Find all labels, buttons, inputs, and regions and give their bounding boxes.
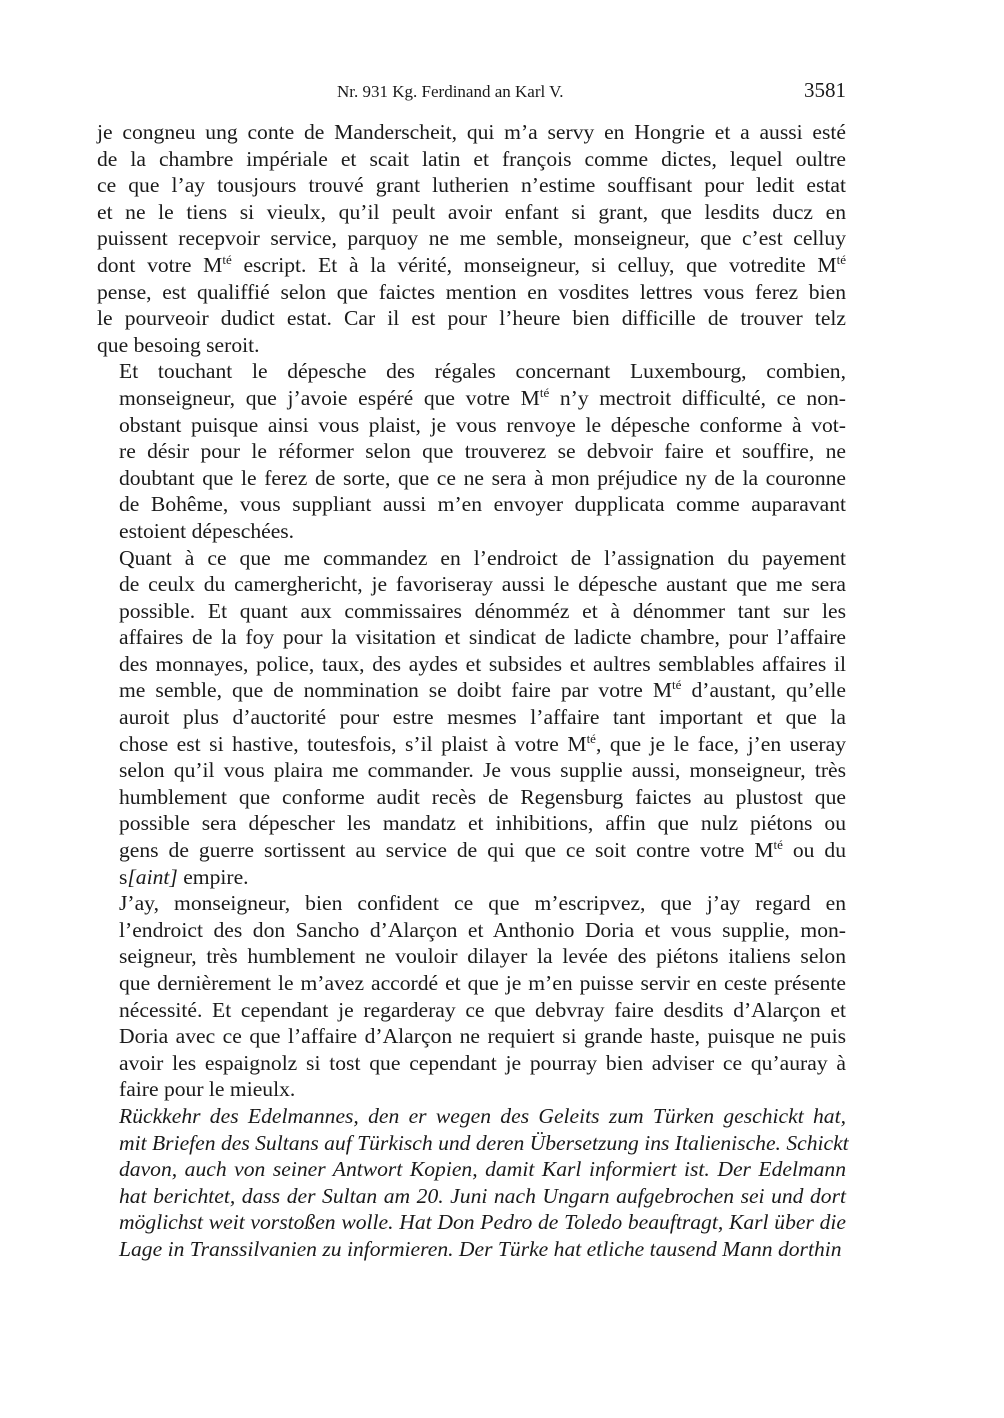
running-header (97, 78, 846, 108)
page-number: 3581 (804, 78, 846, 102)
text-line: Rückkehr des Edelmannes, den er wegen des Geleits zum Türken geschickt hat, (119, 1103, 846, 1128)
letter-paragraph (97, 545, 846, 891)
text-line: s[aint] empire. (119, 864, 249, 889)
text-line: que besoing seroit. (97, 332, 260, 357)
text-line: davon, auch von seiner Antwort Kopien, damit Karl informiert ist. Der Edelmann (119, 1157, 846, 1182)
text-line: faire pour le mieulx. (119, 1077, 296, 1102)
text-line: me semble, que de nommination se doibt faire par votre $M^{té}$ d’austant, qu’elle (119, 677, 846, 703)
text-line: selon qu’il vous plaira me commander. Je vous supplie aussi, monseigneur, très (119, 758, 846, 783)
text-line: J’ay, monseigneur, bien confident ce que m’escripvez, que j’ay regard en (119, 891, 846, 916)
text-line: hat berichtet, dass der Sultan am 20. Juni nach Ungarn aufgebrochen sei und dort (119, 1183, 846, 1208)
text-line: possible. Et quant aux commissaires dénomméz et à dénommer tant sur les (119, 598, 846, 623)
majesty-abbreviation-superscript: té (539, 384, 550, 400)
text-line: chose est si hastive, toutesfois, s’il plaist à votre $M^{té}$, que je le face, j’en useray (119, 730, 846, 756)
text-line: affaires de la foy pour la visitation et sindicat de ladicte chambre, pour l’affaire (119, 625, 846, 650)
majesty-abbreviation-superscript: té (836, 251, 846, 267)
text-line: de ceulx du camerghericht, je favoriseray aussi le dépesche austant que me sera (119, 572, 846, 597)
text-line: auroit plus d’auctorité pour estre mesmes l’affaire tant important et que la (119, 705, 846, 730)
text-line: et ne le tiens si vieulx, qu’il peult avoir enfant si grant, que lesdits ducz en (97, 199, 846, 224)
text-line: dont votre $M^{té}$ escript. Et à la vérité, monseigneur, si celluy, que votredite $M^{té}$ (97, 251, 846, 277)
text-line: que dernièrement le m’avez accordé et que je m’en puisse servir en ceste présente (119, 971, 846, 995)
text-line: possible sera dépescher les mandatz et inhibitions, affin que nulz piétons ou (119, 811, 846, 836)
text-line: gens de guerre sortissent au service de qui que ce soit contre votre $M^{té}$ ou du (119, 837, 846, 863)
text-line: ce que l’ay tousjours trouvé grant lutherien n’estime souffisant pour ledit estat (97, 173, 846, 198)
text-line: le pourveoir dudict estat. Car il est pour l’heure bien difficille de trouver telz (97, 306, 846, 331)
text-line: des monnayes, police, taux, des aydes et subsides et aultres semblables affaires il (119, 651, 846, 676)
text-line: Doria avec ce que l’affaire d’Alarçon ne requiert si grande haste, puisque ne puis (119, 1024, 846, 1049)
text-line: de Bohême, vous suppliant aussi m’en envoyer dupplicata comme auparavant (119, 492, 846, 517)
letter-body (97, 119, 849, 1263)
text-line: l’endroict des don Sancho d’Alarçon et Anthonio Doria et vous supplie, mon- (119, 917, 846, 942)
text-line: Quant à ce que me commandez en l’endroict de l’assignation du payement (119, 545, 846, 570)
text-line: mit Briefen des Sultans auf Türkisch und deren Übersetzung ins Italienische. Schickt (119, 1130, 849, 1155)
text-line: obstant puisque ainsi vous plaist, je vous renvoye le dépesche conforme à vot- (119, 412, 846, 437)
majesty-abbreviation-superscript: té (222, 251, 232, 267)
text-line: estoient dépeschées. (119, 518, 295, 543)
majesty-abbreviation-superscript: té (586, 730, 596, 746)
text-line: nécessité. Et cependant je regarderay ce que debvray faire desdits d’Alarçon et (119, 997, 846, 1022)
editorial-expansion: [aint] (127, 864, 178, 889)
text-line: Lage in Transsilvanien zu informieren. Der Türke hat etliche tausend Mann dorthin (119, 1236, 842, 1261)
editorial-summary-paragraph (97, 1103, 849, 1263)
text-line: pense, est qualiffié selon que faictes mention en vosdites lettres vous ferez bien (97, 279, 846, 304)
majesty-abbreviation-superscript: té (773, 837, 783, 853)
text-line: re désir pour le réformer selon que trouverez se debvoir faire et souffire, ne (119, 439, 846, 464)
text-line: möglichst weit vorstoßen wolle. Hat Don Pedro de Toledo beauftragt, Karl über die (119, 1210, 846, 1235)
text-line: monseigneur, que j’avoie espéré que votre $M^{té}$ n’y mectroit difficulté, ce non- (119, 384, 846, 410)
text-line: doubtant que le ferez de sorte, que ce ne sera à mon préjudice ny de la couronne (119, 465, 846, 490)
text-line: humblement que conforme audit recès de Regensburg faictes au plustost que (119, 784, 846, 809)
text-line: Et touchant le dépesche des régales concernant Luxembourg, combien, (119, 359, 846, 384)
letter-paragraph (97, 358, 846, 544)
majesty-abbreviation-superscript: té (672, 677, 682, 693)
text-line: de la chambre impériale et scait latin et françois comme dictes, lequel oultre (97, 146, 846, 171)
text-line: seigneur, très humblement ne vouloir dilayer la levée des piétons italiens selon (119, 944, 846, 969)
running-title: Nr. 931 Kg. Ferdinand an Karl V. (337, 82, 564, 101)
text-line: je congneu ung conte de Manderscheit, qui m’a servy en Hongrie et a aussi esté (97, 120, 846, 144)
text-line: avoir les espaignolz si tost que cependant je pourray bien adviser ce qu’auray à (119, 1050, 846, 1075)
letter-paragraph (97, 119, 846, 358)
letter-paragraph (97, 890, 846, 1103)
text-line: puissent recepvoir service, parquoy ne me semble, monseigneur, que c’est celluy (97, 226, 846, 251)
